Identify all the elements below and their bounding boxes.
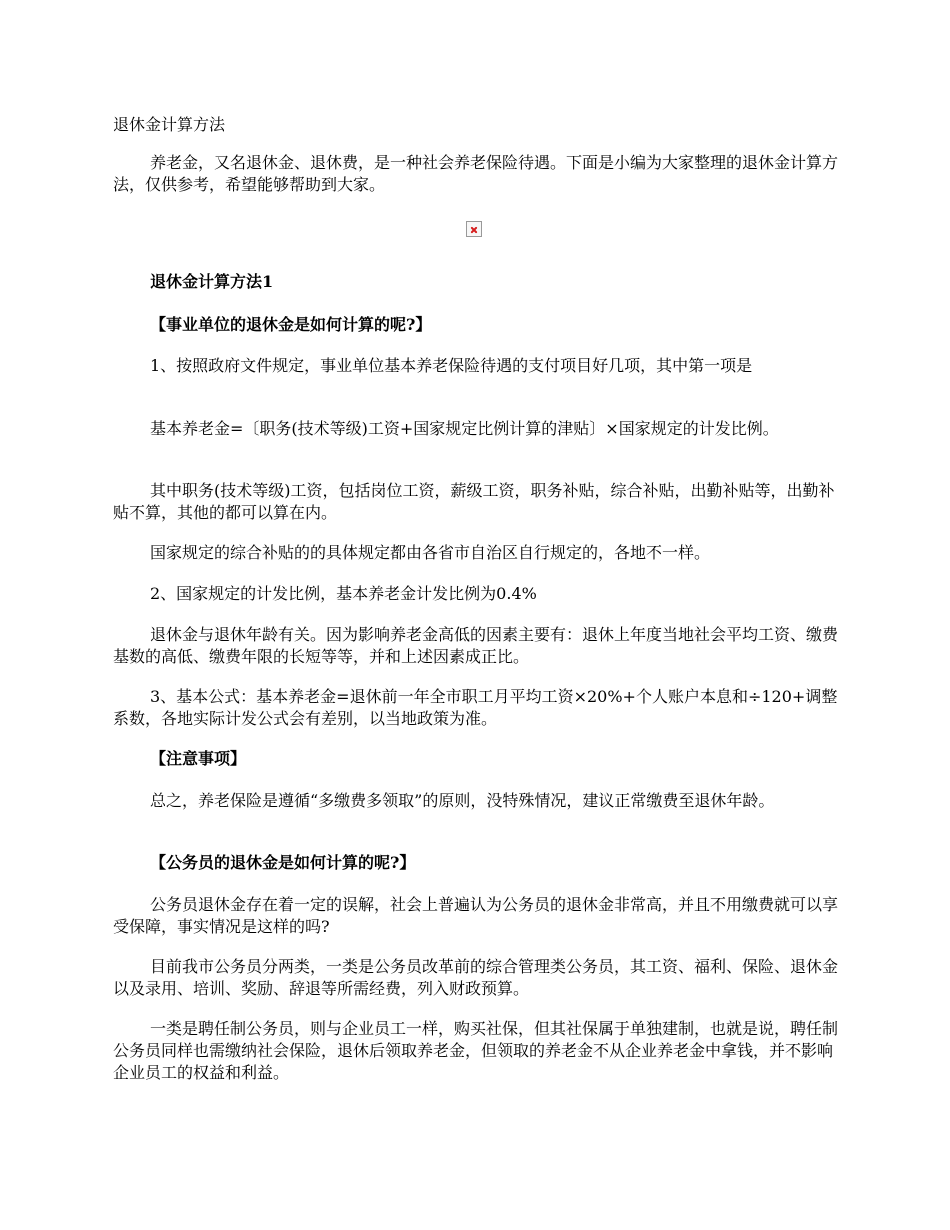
- subheading-civil-servants: 【公务员的退休金是如何计算的呢?】: [150, 853, 416, 872]
- paragraph-civil-servant-types: 目前我市公务员分两类，一类是公务员改革前的综合管理类公务员，其工资、福利、保险、退休金以及录用、培训、奖励、辞退等所需经费，列入财政预算。: [113, 957, 839, 998]
- paragraph-job-salary: 其中职务(技术等级)工资，包括岗位工资，薪级工资，职务补贴，综合补贴，出勤补贴等，出勤补贴不算，其他的都可以算在内。: [113, 481, 835, 522]
- paragraph-policy-item-1: 1、按照政府文件规定，事业单位基本养老保险待遇的支付项目好几项，其中第一项是: [150, 356, 753, 375]
- paragraph-civil-servant-misunderstanding: 公务员退休金存在着一定的误解，社会上普遍认为公务员的退休金非常高，并且不用缴费就可以享受保障，事实情况是这样的吗?: [113, 895, 839, 936]
- paragraph-contract-civil-servants: 一类是聘任制公务员，则与企业员工一样，购买社保，但其社保属于单独建制，也就是说，聘任制公务员同样也需缴纳社会保险，退休后领取养老金，但领取的养老金不从企业养老金中拿钱，并不影响企业员工的权益和利益。: [113, 1019, 839, 1082]
- paragraph-basic-pension-formula: 基本养老金=〔职务(技术等级)工资+国家规定比例计算的津贴〕×国家规定的计发比例。: [150, 419, 779, 438]
- subheading-public-institution: 【事业单位的退休金是如何计算的呢?】: [150, 315, 432, 334]
- intro-paragraph: 养老金，又名退休金、退休费，是一种社会养老保险待遇。下面是小编为大家整理的退休金计算方法，仅供参考，希望能够帮助到大家。: [113, 153, 839, 194]
- paragraph-basic-formula: 3、基本公式：基本养老金=退休前一年全市职工月平均工资×20%+个人账户本息和÷120+调整系数，各地实际计发公式会有差别，以当地政策为准。: [113, 687, 838, 728]
- document-title: 退休金计算方法: [113, 115, 226, 134]
- paragraph-retirement-age: 退休金与退休年龄有关。因为影响养老金高低的因素主要有：退休上年度当地社会平均工资、缴费基数的高低、缴费年限的长短等等，并和上述因素成正比。: [113, 625, 839, 666]
- paragraph-subsidy-rule: 国家规定的综合补贴的的具体规定都由各省市自治区自行规定的，各地不一样。: [150, 543, 711, 562]
- paragraph-contribution-principle: 总之，养老保险是遵循“多缴费多领取”的原则，没特殊情况，建议正常缴费至退休年龄。: [150, 791, 775, 810]
- broken-image-icon: [466, 221, 482, 237]
- subheading-notes: 【注意事项】: [150, 749, 247, 768]
- paragraph-payment-ratio: 2、国家规定的计发比例，基本养老金计发比例为0.4%: [150, 584, 537, 603]
- section-heading-1: 退休金计算方法1: [150, 272, 274, 291]
